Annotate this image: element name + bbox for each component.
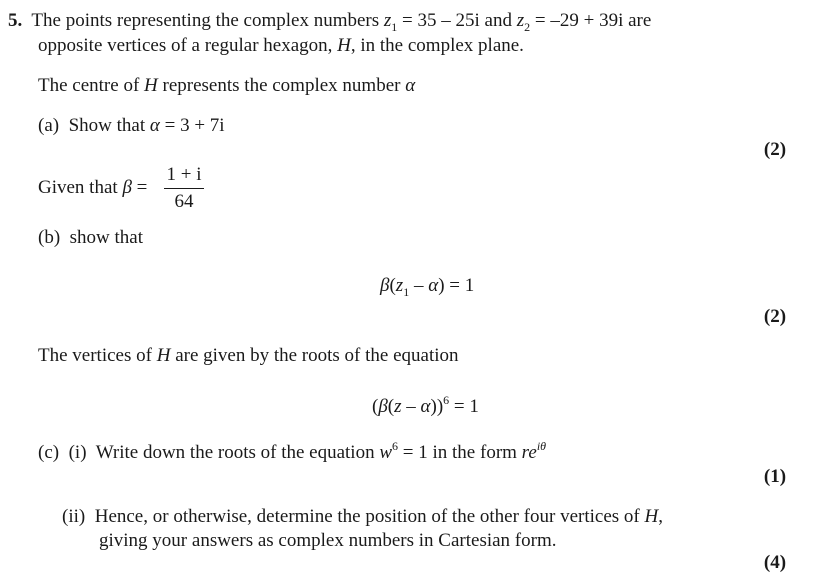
given-beta: Given that β =: [38, 177, 148, 198]
centre-statement: The centre of H represents the complex number α: [38, 75, 416, 96]
question-intro-line1: 5. The points representing the complex numbers $z_1 = 35 - 25i$ and $z_2 = -29 + 39i$ are: [8, 10, 652, 34]
vertices-statement: The vertices of H are given by the roots of the equation: [38, 345, 459, 366]
beta-numerator: 1 + i: [166, 164, 202, 185]
part-c-i: (c) (i) Write down the roots of the equation $w^6 = 1$ in the form $re^{i\theta}$: [38, 439, 547, 463]
beta-denominator: 64: [174, 191, 194, 212]
part-b-label: (b): [38, 227, 61, 248]
part-b: (b) show that: [38, 227, 144, 248]
part-c-label: (c): [38, 442, 60, 463]
part-c-ii-line2: giving your answers as complex numbers in Cartesian form.: [99, 530, 557, 551]
part-b-equation: $\beta(z_1 - \alpha) = 1$: [380, 275, 475, 299]
part-a-label: (a): [38, 115, 60, 136]
part-b-marks: (2): [763, 306, 787, 327]
question-intro-line2: opposite vertices of a regular hexagon, H, in the complex plane.: [38, 35, 524, 56]
part-c-i-label: (i): [68, 442, 87, 463]
part-c-ii-label: (ii): [62, 506, 86, 527]
part-c-i-marks: (1): [763, 466, 787, 487]
part-a: (a) Show that α = 3 + 7i: [38, 115, 225, 136]
question-number: 5.: [8, 10, 23, 31]
vertices-equation: (β(z – α))$^6$ = 1: [372, 393, 479, 417]
part-a-marks: (2): [763, 139, 787, 160]
fraction-bar: [164, 188, 204, 189]
part-c-ii-marks: (4): [763, 552, 787, 573]
beta-fraction: [164, 164, 204, 213]
part-c-ii-line1: (ii) Hence, or otherwise, determine the position of the other four vertices of H,: [62, 506, 663, 527]
